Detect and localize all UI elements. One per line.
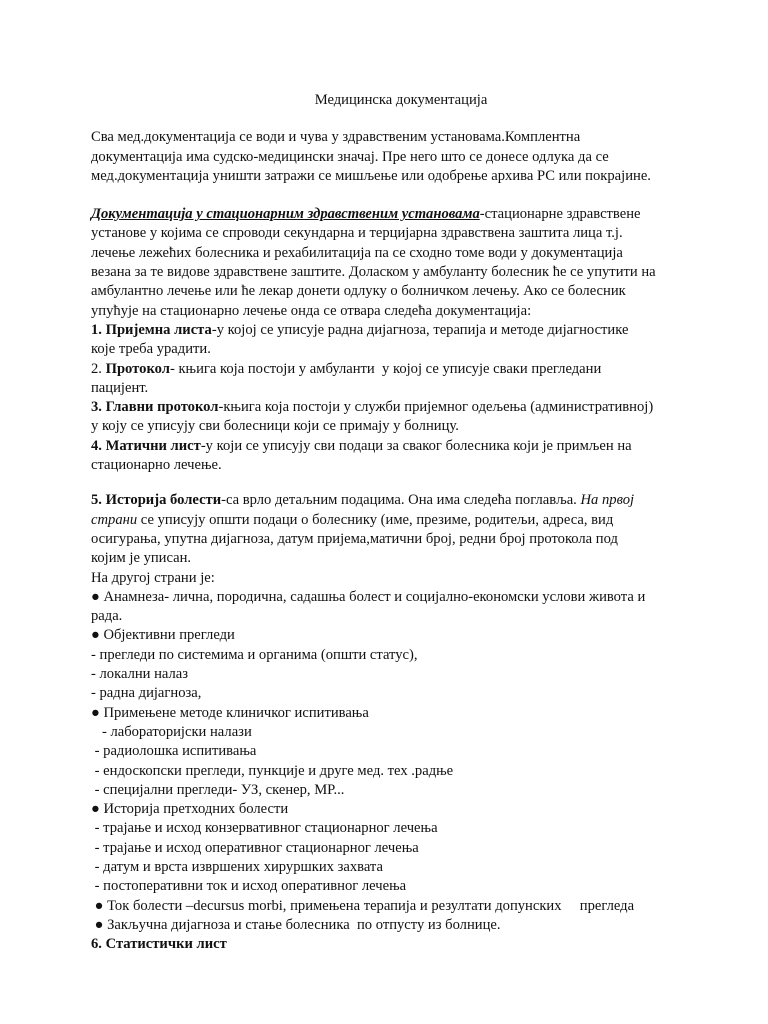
intro-line: документација има судско-медицински значај. Пре него што се донесе одлука да се bbox=[91, 148, 609, 165]
item-6 bbox=[91, 935, 711, 954]
document-page bbox=[91, 91, 711, 954]
item-5-text: -са врло детаљним подацима. Она има следећа поглавља. bbox=[221, 492, 581, 509]
item-4-line2: стационарно лечење. bbox=[91, 457, 222, 474]
detail-line: - прегледи по системима и органима (општи статус), bbox=[91, 646, 418, 663]
section-line: амбулантно лечење или ће лекар донети одлуку о болничком лечењу. Ако се болесник bbox=[91, 283, 626, 300]
detail-line: На другој страни је: bbox=[91, 569, 215, 586]
detail-line: ● Ток болести –decursus morbi, примењена терапија и резултати допунских прегледа bbox=[91, 897, 635, 914]
section-first-line bbox=[91, 205, 711, 224]
spacer bbox=[91, 186, 711, 205]
detail-line: - радиолошка испитивања bbox=[91, 743, 257, 760]
item-4 bbox=[91, 437, 711, 456]
detail-line: - датум и врста извршених хируршких захвата bbox=[91, 858, 383, 875]
detail-line: ● Примењене методе клиничког испитивања bbox=[91, 704, 369, 721]
section-line: лечење лежећих болесника и рехабилитација па се сходно томе води у документација bbox=[91, 244, 623, 261]
detail-line: - радна дијагноза, bbox=[91, 685, 202, 702]
item-5-line2-text: се уписују општи подаци о болеснику (име, презиме, родитељи, адреса, вид bbox=[137, 511, 614, 528]
item-6-label: 6. Статистички лист bbox=[91, 936, 227, 953]
section-line: установе у којима се спроводи секундарна и терцијарна здравствена заштита лица т.ј. bbox=[91, 225, 623, 242]
detail-line: ● Анамнеза- лична, породична, садашња болест и социјално-економски услови живота и bbox=[91, 588, 646, 605]
section-line: упућује на стационарно лечење онда се отвара следећа документација: bbox=[91, 302, 532, 319]
item-1-line2: које треба урадити. bbox=[91, 341, 211, 358]
item-1 bbox=[91, 321, 711, 340]
detail-line: рада. bbox=[91, 608, 123, 625]
detail-line: - локални налаз bbox=[91, 666, 189, 683]
item-5 bbox=[91, 491, 711, 510]
item-1-text: -у којој се уписује радна дијагноза, терапија и методе дијагностике bbox=[211, 321, 629, 338]
item-3-label: 3. Главни протокол bbox=[91, 399, 219, 416]
detail-line: - трајање и исход оперативног стационарног лечења bbox=[91, 839, 419, 856]
section-line: везана за те видове здравствене заштите. Доласком у амбуланту болесник ће се упутити на bbox=[91, 264, 656, 281]
detail-line: ● Закључна дијагноза и стање болесника по отпусту из болнице. bbox=[91, 916, 501, 933]
item-5-label: 5. Историја болести bbox=[91, 492, 222, 509]
item-1-label: 1. Пријемна листа bbox=[91, 321, 212, 338]
item-5-line2-italic: страни bbox=[91, 511, 138, 528]
section-paragraph bbox=[91, 205, 711, 475]
section-heading: Документација у стационарним здравственим установама bbox=[91, 206, 480, 223]
document-title: Медицинска документација bbox=[314, 92, 488, 108]
item-2-text: - књига која постоји у амбуланти у којој се уписује сваки прегледани bbox=[169, 360, 602, 377]
item-5-line4: којим је уписан. bbox=[91, 550, 192, 567]
item-5-italic: На првој bbox=[580, 492, 635, 509]
detail-line: - ендоскопски прегледи, пункције и друге мед. тех .радње bbox=[91, 762, 454, 779]
history-paragraph bbox=[91, 491, 711, 954]
item-5-line2 bbox=[91, 511, 711, 530]
item-2-number: 2. bbox=[91, 360, 106, 377]
item-4-text: -у који се уписују сви подаци за сваког болесника који је примљен на bbox=[200, 437, 632, 454]
item-3-line2: у коју се уписују сви болесници који се примају у болницу. bbox=[91, 418, 459, 435]
item-4-label: 4. Матични лист bbox=[91, 437, 201, 454]
intro-paragraph bbox=[91, 128, 711, 186]
intro-line: мед.документација уништи затражи се мишљење или одобрење архива РС или покрајине. bbox=[91, 167, 651, 184]
item-2-line2: пацијент. bbox=[91, 379, 149, 396]
item-5-line3: осигурања, упутна дијагноза, датум пријема,матични број, редни број протокола под bbox=[91, 530, 618, 547]
item-3-text: -књига која постоји у служби пријемног одељења (административној) bbox=[218, 399, 654, 416]
item-3 bbox=[91, 398, 711, 417]
detail-line: - постоперативни ток и исход оперативног лечења bbox=[91, 878, 407, 895]
intro-line: Сва мед.документација се води и чува у здравственим установама.Комплентна bbox=[91, 129, 581, 146]
item-2-label: Протокол bbox=[105, 360, 170, 377]
detail-line: ● Објективни прегледи bbox=[91, 627, 235, 644]
detail-line: - трајање и исход конзервативног стационарног лечења bbox=[91, 820, 438, 837]
detail-line: ● Историја претходних болести bbox=[91, 801, 289, 818]
spacer bbox=[91, 475, 711, 491]
detail-line: - специјални прегледи- УЗ, скенер, МР... bbox=[91, 781, 345, 798]
detail-line: - лабораторијски налази bbox=[91, 723, 252, 740]
item-2 bbox=[91, 360, 711, 379]
section-heading-rest: -стационарне здравствене bbox=[479, 206, 641, 223]
